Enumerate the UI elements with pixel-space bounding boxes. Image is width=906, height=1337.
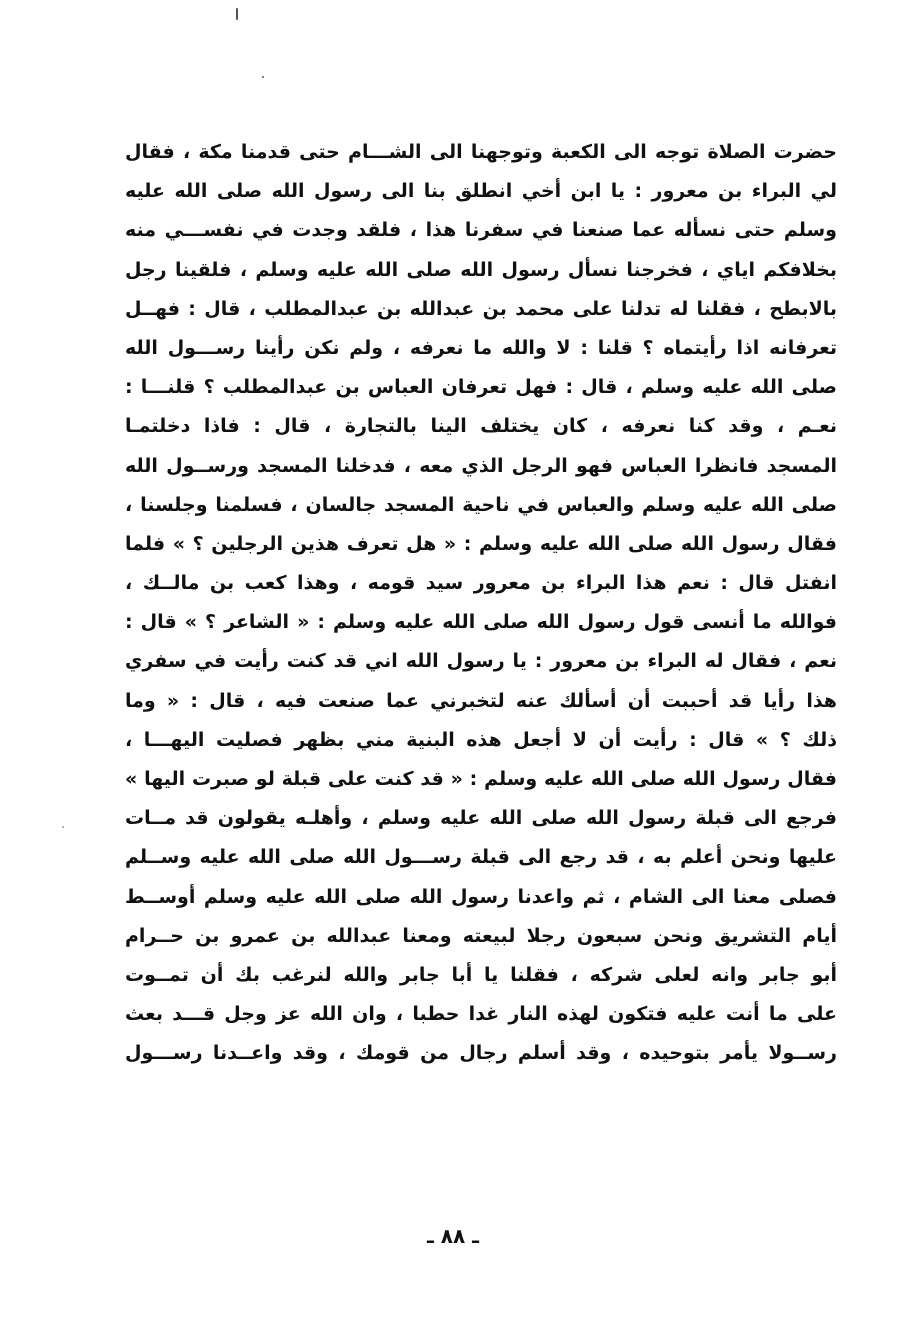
text-line: هذا رأيا قد أحببت أن أسألك عنه لتخبرني عما صنعت فيه ، قال : « وما: [125, 689, 837, 712]
text-line: فرجع الى قبلة رسول الله صلى الله عليه وسلم ، وأهلـه يقولون قد مــات: [125, 807, 837, 830]
text-line: فقال رسول الله صلى الله عليه وسلم : « هل تعرف هذين الرجلين ؟ » فلما: [125, 532, 837, 555]
text-line: ذلك ؟ » قال : رأيت أن لا أجعل هذه البنية مني بظهر فصليت اليهـــا ،: [125, 728, 837, 751]
text-line: صلى الله عليه وسلم ، قال : فهل تعرفان العباس بن عبدالمطلب ؟ قلنـــا :: [125, 376, 837, 399]
text-line: على ما أنت عليه فتكون لهذه النار غدا حطبا ، وان الله عز وجل قـــد بعث: [125, 1003, 837, 1026]
print-speck: [236, 8, 238, 20]
print-speck: [62, 826, 64, 828]
text-line: فصلى معنا الى الشام ، ثم واعدنا رسول الله صلى الله عليه وسلم أوســط: [125, 885, 837, 908]
body-text: [125, 133, 837, 1074]
text-line: لي البراء بن معرور : يا ابن أخي انطلق بنا الى رسول الله صلى الله عليه: [125, 180, 837, 203]
text-line: المسجد فانظرا العباس فهو الرجل الذي معه ، فدخلنا المسجد ورســول الله: [125, 454, 837, 477]
text-line: رســولا يأمر بتوحيده ، وقد أسلم رجال من قومك ، وقد واعــدنا رســـول: [125, 1042, 837, 1065]
text-line: بالابطح ، فقلنا له تدلنا على محمد بن عبدالله بن عبدالمطلب ، قال : فهــل: [125, 297, 837, 320]
text-line: صلى الله عليه وسلم والعباس في ناحية المسجد جالسان ، فسلمنا وجلسنا ،: [125, 493, 837, 516]
text-line: تعرفانه اذا رأيتماه ؟ قلنا : لا والله ما نعرفه ، ولم نكن رأينا رســـول الله: [125, 336, 837, 359]
text-line: نعم ، فقال له البراء بن معرور : يا رسول الله اني قد كنت رأيت في سفري: [125, 650, 837, 673]
text-line: انفتل قال : نعم هذا البراء بن معرور سيد قومه ، وهذا كعب بن مالــك ،: [125, 572, 837, 595]
text-line: عليها ونحن أعلم به ، قد رجع الى قبلة رســـول الله صلى الله عليه وســلم: [125, 846, 837, 869]
text-line: أبو جابر وانه لعلى شركه ، فقلنا يا أبا جابر والله لنرغب بك أن تمــوت: [125, 963, 837, 986]
text-line: فقال رسول الله صلى الله عليه وسلم : « قد كنت على قبلة لو صبرت اليها »: [125, 768, 837, 790]
text-line: فوالله ما أنسى قول رسول الله صلى الله عليه وسلم : « الشاعر ؟ » قال :: [125, 611, 837, 634]
text-line: نعـم ، وقد كنا نعرفه ، كان يختلف الينا بالتجارة ، قال : فاذا دخلتمـا: [125, 415, 837, 438]
print-speck: [262, 76, 264, 78]
page-number: ـ ٨٨ ـ: [426, 1224, 480, 1248]
text-line: حضرت الصلاة توجه الى الكعبة وتوجهنا الى الشـــام حتى قدمنا مكة ، فقال: [125, 141, 837, 163]
text-line: وسلم حتى نسأله عما صنعنا في سفرنا هذا ، فلقد وجدت في نفســـي منه: [125, 219, 837, 242]
text-line: أيام التشريق ونحن سبعون رجلا لبيعته ومعنا عبدالله بن عمرو بن حــرام: [125, 924, 837, 947]
text-line: بخلافكم اياي ، فخرجنا نسأل رسول الله صلى الله عليه وسلم ، فلقينا رجل: [125, 258, 837, 281]
